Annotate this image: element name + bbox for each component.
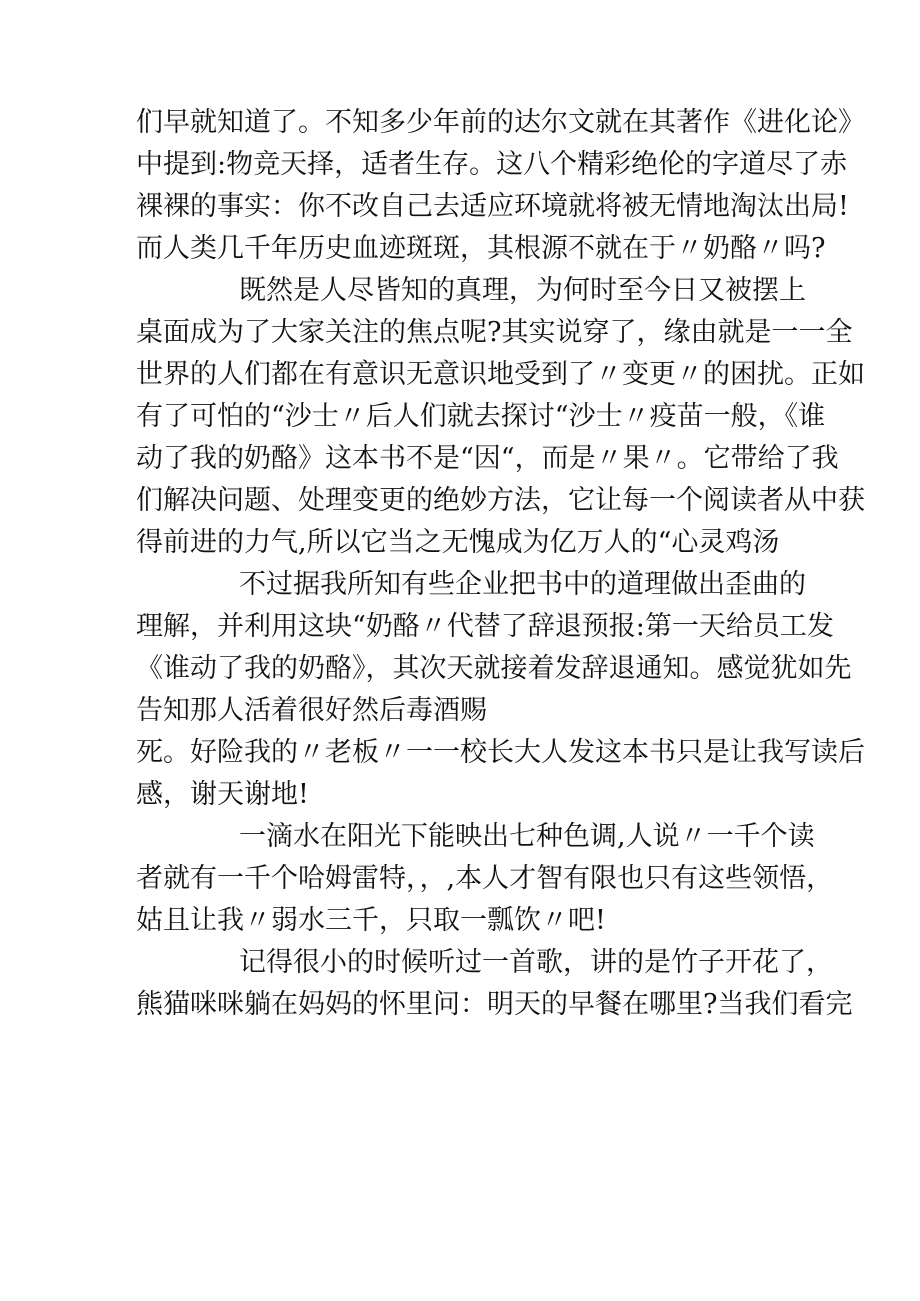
paragraph	[136, 732, 865, 816]
text-line: 有了可怕的“沙士〃后人们就去探讨“沙士〃疫苗一般，《谁	[136, 401, 826, 432]
text-line: 桌面成为了大家关注的焦点呢?其实说穿了，缘由就是一一全	[136, 317, 853, 348]
text-line: 世界的人们都在有意识无意识地受到了〃变更〃的困扰。正如	[136, 359, 865, 390]
paragraph	[136, 564, 852, 732]
document-body	[136, 102, 865, 1026]
text-line: 者就有一千个哈姆雷特，，,本人才智有限也只有这些领悟，	[136, 863, 834, 894]
text-line: 不过据我所知有些企业把书中的道理做出歪曲的	[239, 569, 806, 600]
text-line: 死。好险我的〃老板〃一一校长大人发这本书只是让我写读后	[136, 737, 865, 768]
text-line: 告知那人活着很好然后毒酒赐	[136, 695, 487, 726]
text-line: 得前进的力气,所以它当之无愧成为亿万人的“心灵鸡汤	[136, 527, 780, 558]
text-line: 姑且让我〃弱水三千，只取一瓢饮〃吧!	[136, 905, 606, 936]
text-line: 既然是人尽皆知的真理，为何时至今日又被摆上	[239, 275, 806, 306]
text-line: 记得很小的时候听过一首歌，讲的是竹子开花了，	[239, 947, 833, 978]
text-line: 一滴水在阳光下能映出七种色调,人说〃一千个读	[239, 821, 815, 852]
text-line: 们解决问题、处理变更的绝妙方法，它让每一个阅读者从中获	[136, 485, 865, 516]
text-line: 而人类几千年历史血迹斑斑，其根源不就在于〃奶酪〃吗?	[136, 233, 826, 264]
text-line: 《谁动了我的奶酪》，其次天就接着发辞退通知。感觉犹如先	[136, 653, 852, 684]
text-line: 们早就知道了。不知多少年前的达尔文就在其著作《进化论》	[136, 107, 865, 138]
text-line: 中提到:物竞天择，适者生存。这八个精彩绝伦的字道尽了赤	[136, 149, 848, 180]
paragraph	[136, 942, 853, 1026]
paragraph	[136, 270, 865, 564]
text-line: 感，谢天谢地!	[136, 779, 309, 810]
text-line: 动了我的奶酪》这本书不是“因“，而是〃果〃。它带给了我	[136, 443, 839, 474]
text-line: 熊猫咪咪躺在妈妈的怀里问：明天的早餐在哪里?当我们看完	[136, 989, 853, 1020]
paragraph	[136, 102, 865, 270]
paragraph	[136, 816, 834, 942]
text-line: 理解，并利用这块“奶酪〃代替了辞退预报:第一天给员工发	[136, 611, 834, 642]
text-line: 裸裸的事实：你不改自己去适应环境就将被无情地淘汰出局!	[136, 191, 849, 222]
